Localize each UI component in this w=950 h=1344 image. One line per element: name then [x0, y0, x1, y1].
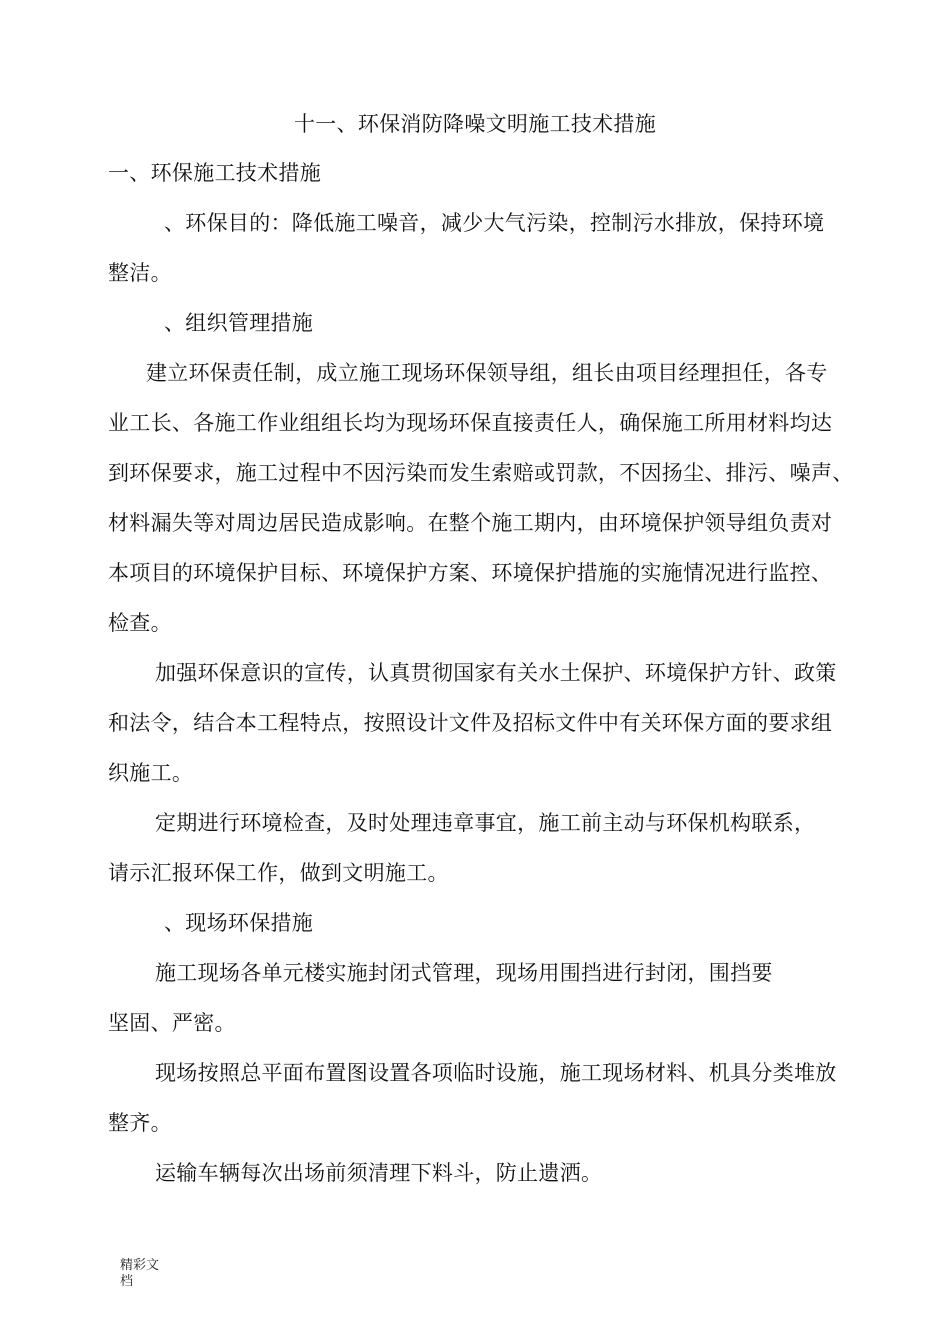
- text-line: 定期进行环境检查，及时处理违章事宜，施工前主动与环保机构联系，: [155, 811, 816, 835]
- text-line: 和法令，结合本工程特点，按照设计文件及招标文件中有关环保方面的要求组: [108, 711, 833, 735]
- subheading-organization: 、组织管理措施: [164, 311, 314, 335]
- text-line: 整洁。: [108, 261, 172, 285]
- text-line: 材料漏失等对周边居民造成影响。在整个施工期内，由环境保护领导组负责对: [108, 511, 833, 535]
- text-line: 织施工。: [108, 761, 194, 785]
- text-line: 本项目的环境保护目标、环境保护方案、环境保护措施的实施情况进行监控、: [108, 561, 833, 585]
- text-line: 业工长、各施工作业组组长均为现场环保直接责任人，确保施工所用材料均达: [108, 411, 833, 435]
- document-title: 十一、环保消防降噪文明施工技术措施: [293, 112, 657, 136]
- text-line: 建立环保责任制，成立施工现场环保领导组，组长由项目经理担任，各专: [146, 361, 828, 385]
- text-line: 运输车辆每次出场前须清理下料斗，防止遗洒。: [155, 1161, 603, 1185]
- text-line: 加强环保意识的宣传，认真贯彻国家有关水土保护、环境保护方针、政策: [155, 661, 837, 685]
- text-line: 施工现场各单元楼实施封闭式管理，现场用围挡进行封闭，围挡要: [155, 961, 773, 985]
- text-line: 整齐。: [108, 1111, 172, 1135]
- subheading-site: 、现场环保措施: [164, 911, 314, 935]
- text-line: 坚固、严密。: [108, 1011, 236, 1035]
- footer-label: 精彩文档: [120, 1258, 160, 1289]
- text-line: 、环保目的：降低施工噪音，减少大气污染，控制污水排放，保持环境: [164, 211, 825, 235]
- section-heading: 一、环保施工技术措施: [108, 161, 321, 185]
- text-line: 检查。: [108, 611, 172, 635]
- text-line: 到环保要求，施工过程中不因污染而发生索赔或罚款，不因扬尘、排污、噪声、: [108, 461, 854, 485]
- text-line: 现场按照总平面布置图设置各项临时设施，施工现场材料、机具分类堆放: [155, 1061, 837, 1085]
- text-line: 请示汇报环保工作，做到文明施工。: [108, 861, 449, 885]
